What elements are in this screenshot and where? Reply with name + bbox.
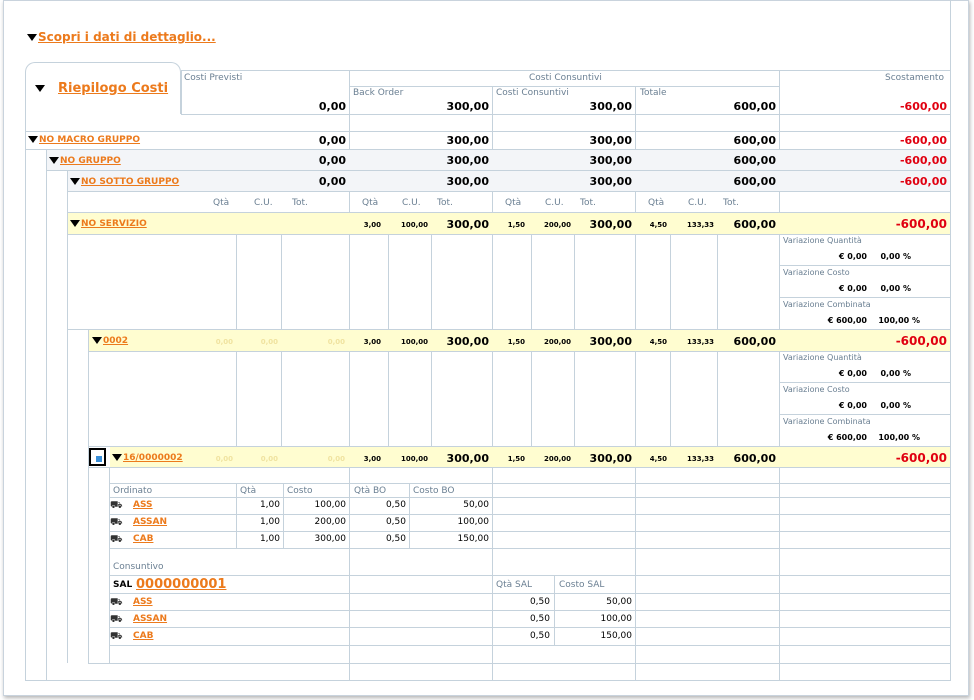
cell: 1,50 (507, 221, 525, 229)
cell: 600,00 (733, 134, 776, 147)
cell: 3,00 (363, 221, 381, 229)
ordinato-header-costo: Costo (287, 486, 313, 496)
sal-prefix: SAL (113, 580, 133, 590)
cell: 133,33 (686, 221, 714, 229)
cell: 50,00 (463, 500, 489, 510)
subheader-cu: C.U. (545, 198, 564, 208)
cell-negative: -600,00 (895, 334, 947, 348)
ordinato-code-link[interactable]: ASSAN (133, 517, 168, 527)
variation-value: € 0,00 (838, 284, 867, 293)
cell: 0,00 (327, 338, 345, 346)
forklift-icon: ⛟ (110, 597, 123, 608)
cell: 0,00 (318, 134, 346, 147)
cell: 1,00 (259, 517, 280, 527)
cell: 0,00 (260, 338, 278, 346)
summary-scostamento: -600,00 (899, 100, 947, 113)
cell: 300,00 (589, 218, 632, 231)
cell: 200,00 (314, 517, 346, 527)
consuntivo-code-link[interactable]: CAB (133, 631, 154, 641)
cell: 133,33 (686, 338, 714, 346)
collapse-arrow-icon[interactable] (70, 220, 80, 227)
cell: 0,50 (385, 534, 406, 544)
forklift-icon: ⛟ (110, 534, 123, 545)
variation-pct: 0,00 % (880, 401, 911, 410)
cell: 150,00 (457, 534, 489, 544)
subheader-cu: C.U. (402, 198, 421, 208)
group-row-label[interactable]: NO MACRO GRUPPO (39, 135, 141, 145)
cell-negative: -600,00 (895, 217, 947, 231)
cell: 300,00 (589, 175, 632, 188)
summary-previsti: 0,00 (318, 100, 346, 113)
cell: 600,00 (733, 154, 776, 167)
subheader-qta: Qtà (505, 198, 522, 208)
cell: 1,00 (259, 534, 280, 544)
cell: 1,00 (259, 500, 280, 510)
consuntivo-header-qta-sal: Qtà SAL (496, 580, 533, 590)
variation-label: Variazione Costo (783, 385, 850, 394)
consuntivo-label: Consuntivo (113, 562, 164, 572)
cell: 100,00 (457, 517, 489, 527)
cell: 200,00 (543, 455, 571, 463)
cell: 3,00 (363, 455, 381, 463)
variation-pct: 0,00 % (880, 252, 911, 261)
tab-label[interactable]: Riepilogo Costi (58, 81, 169, 96)
subheader-tot: Tot. (437, 198, 453, 208)
cell: 3,00 (363, 338, 381, 346)
cell: 50,00 (606, 597, 632, 607)
detail-row-label[interactable]: 0002 (103, 336, 129, 346)
cell: 4,50 (649, 221, 667, 229)
cell: 0,00 (318, 154, 346, 167)
cell: 600,00 (733, 175, 776, 188)
cell: 100,00 (314, 500, 346, 510)
cell: 100,00 (400, 455, 428, 463)
scopri-dettaglio-link[interactable]: Scopri i dati di dettaglio... (38, 30, 216, 44)
cell: 300,00 (589, 335, 632, 348)
variation-value: € 0,00 (838, 401, 867, 410)
variation-label: Variazione Quantità (783, 353, 862, 362)
summary-consuntivi: 300,00 (589, 100, 632, 113)
collapse-arrow-icon[interactable] (92, 337, 102, 344)
cell: 1,50 (507, 455, 525, 463)
consuntivo-code-link[interactable]: ASS (133, 597, 153, 607)
subheader-qta: Qtà (213, 198, 230, 208)
header-costi-consuntivi: Costi Consuntivi (529, 73, 602, 83)
cell: 0,00 (327, 455, 345, 463)
subheader-qta: Qtà (362, 198, 379, 208)
variation-value: € 0,00 (838, 369, 867, 378)
variation-pct: 100,00 % (878, 433, 920, 442)
cell: 200,00 (543, 338, 571, 346)
variation-label: Variazione Combinata (783, 300, 871, 309)
cell: 100,00 (600, 614, 632, 624)
cell: 4,50 (649, 338, 667, 346)
cell: 600,00 (733, 452, 776, 465)
header-scostamento: Scostamento (885, 73, 944, 83)
summary-totale: 600,00 (733, 100, 776, 113)
forklift-icon: ⛟ (110, 500, 123, 511)
cell: 1,50 (507, 338, 525, 346)
variation-value: € 0,00 (838, 252, 867, 261)
cell: 100,00 (400, 221, 428, 229)
subheader-tot: Tot. (292, 198, 308, 208)
variation-pct: 0,00 % (880, 284, 911, 293)
cell: 0,50 (385, 500, 406, 510)
subheader-cu: C.U. (254, 198, 273, 208)
collapse-arrow-icon[interactable] (28, 136, 38, 143)
cell: 300,00 (446, 452, 489, 465)
cell: 4,50 (649, 455, 667, 463)
variation-pct: 100,00 % (878, 316, 920, 325)
ordinato-code-link[interactable]: ASS (133, 500, 153, 510)
cell: 300,00 (446, 218, 489, 231)
cell: 300,00 (446, 335, 489, 348)
cell: 0,00 (318, 175, 346, 188)
cell: 300,00 (589, 452, 632, 465)
variation-value: € 600,00 (827, 433, 867, 442)
cell: 600,00 (733, 335, 776, 348)
collapse-arrow-icon[interactable] (112, 454, 122, 461)
cell: 200,00 (543, 221, 571, 229)
variation-label: Variazione Quantità (783, 236, 862, 245)
consuntivo-header-costo-sal: Costo SAL (559, 580, 605, 590)
group-row-label[interactable]: NO SOTTO GRUPPO (81, 177, 180, 187)
variation-pct: 0,00 % (880, 369, 911, 378)
summary-back-order: 300,00 (446, 100, 489, 113)
cell: 300,00 (314, 534, 346, 544)
document-icon[interactable] (89, 448, 106, 466)
ordinato-label: Ordinato (113, 486, 153, 496)
collapse-arrow-icon[interactable] (70, 178, 80, 185)
header-back-order: Back Order (353, 88, 404, 98)
subheader-tot: Tot. (723, 198, 739, 208)
cell: 0,50 (529, 614, 550, 624)
variation-value: € 600,00 (827, 316, 867, 325)
group-row-label[interactable]: NO GRUPPO (60, 156, 121, 166)
consuntivo-code-link[interactable]: ASSAN (133, 614, 168, 624)
expand-arrow-icon[interactable] (27, 34, 37, 41)
subheader-cu: C.U. (688, 198, 707, 208)
header-totale: Totale (640, 88, 667, 98)
variation-label: Variazione Costo (783, 268, 850, 277)
cell: 0,50 (385, 517, 406, 527)
cell: 300,00 (446, 154, 489, 167)
ordinato-header-qta-bo: Qtà BO (354, 486, 387, 496)
subheader-tot: Tot. (580, 198, 596, 208)
cell: 150,00 (600, 631, 632, 641)
cell: 0,50 (529, 597, 550, 607)
ordinato-header-costo-bo: Costo BO (413, 486, 455, 496)
cell-negative: -600,00 (899, 175, 947, 188)
cell: 300,00 (589, 134, 632, 147)
subheader-qta: Qtà (648, 198, 665, 208)
collapse-arrow-icon[interactable] (35, 85, 45, 92)
cell: 0,00 (215, 338, 233, 346)
header-costi-previsti: Costi Previsti (184, 73, 243, 83)
cell: 0,00 (215, 455, 233, 463)
detail-row-label[interactable]: 16/0000002 (123, 453, 183, 463)
forklift-icon: ⛟ (110, 631, 123, 642)
forklift-icon: ⛟ (110, 517, 123, 528)
header-costi-consuntivi-sub: Costi Consuntivi (496, 88, 569, 98)
sal-code-link[interactable]: 0000000001 (136, 577, 227, 592)
variation-label: Variazione Combinata (783, 417, 871, 426)
ordinato-code-link[interactable]: CAB (133, 534, 154, 544)
cell-negative: -600,00 (899, 154, 947, 167)
ordinato-header-qta: Qtà (240, 486, 257, 496)
collapse-arrow-icon[interactable] (49, 157, 59, 164)
cell-negative: -600,00 (899, 134, 947, 147)
forklift-icon: ⛟ (110, 614, 123, 625)
cell: 300,00 (446, 134, 489, 147)
cell: 600,00 (733, 218, 776, 231)
cell: 300,00 (589, 154, 632, 167)
cell: 0,00 (260, 455, 278, 463)
cell: 133,33 (686, 455, 714, 463)
cell: 100,00 (400, 338, 428, 346)
col-line (25, 114, 26, 680)
cell-negative: -600,00 (895, 451, 947, 465)
detail-row-label[interactable]: NO SERVIZIO (81, 219, 147, 229)
cell: 0,50 (529, 631, 550, 641)
cell: 300,00 (446, 175, 489, 188)
